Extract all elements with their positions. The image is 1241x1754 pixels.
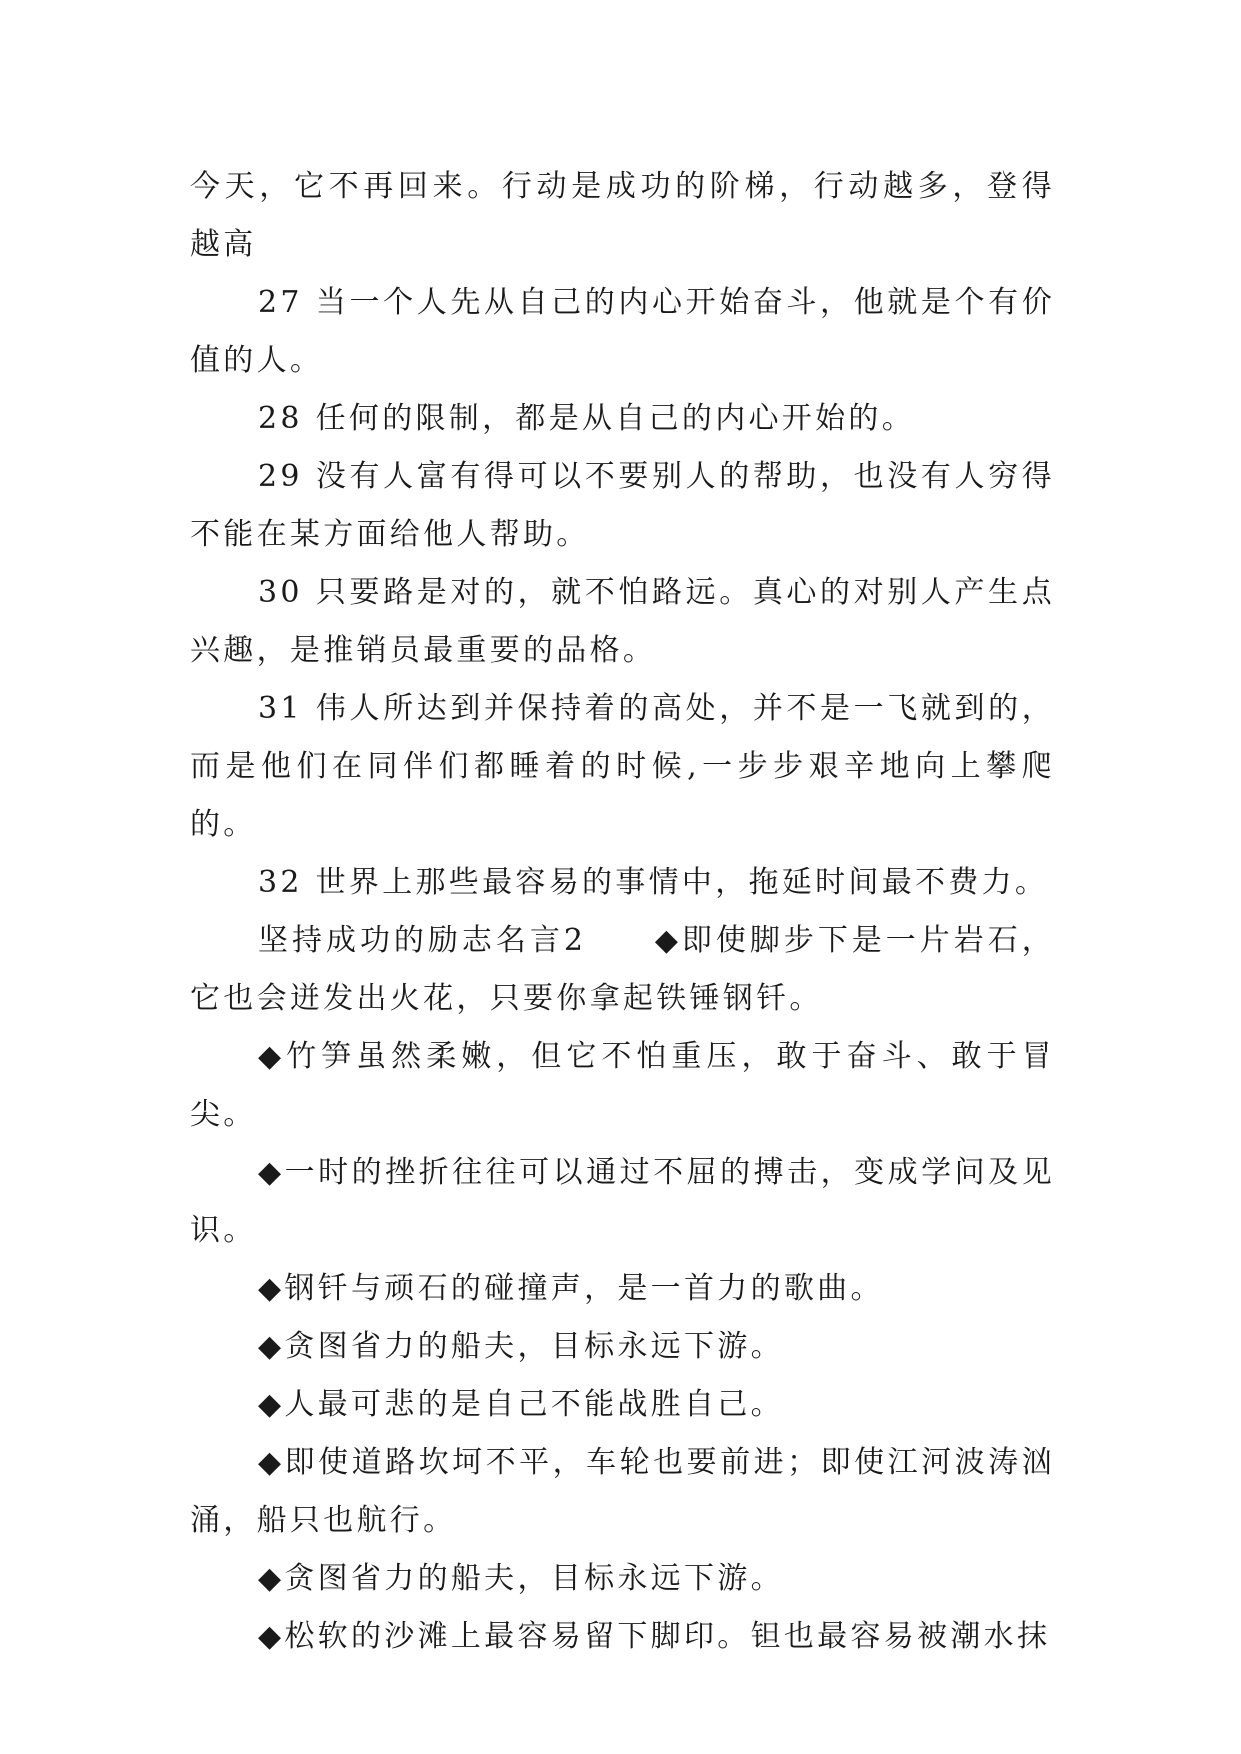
section-heading-quote: 坚持成功的励志名言2 ◆即使脚步下是一片岩石，它也会迸发出火花，只要你拿起铁锤钢钎。 — [190, 923, 1055, 1016]
quote-27: 27 当一个人先从自己的内心开始奋斗，他就是个有价值的人。 — [190, 285, 1055, 378]
quote-bullet: ◆人最可悲的是自己不能战胜自己。 — [258, 1387, 784, 1422]
paragraph-continuation: 今天，它不再回来。行动是成功的阶梯，行动越多，登得越高 — [190, 169, 1055, 262]
quote-31: 31 伟人所达到并保持着的高处，并不是一飞就到的，而是他们在同伴们都睡着的时候,一步步艰辛地向上攀爬的。 — [190, 691, 1055, 842]
quote-bullet: ◆贪图省力的船夫，目标永远下游。 — [258, 1329, 784, 1364]
quote-bullet: ◆松软的沙滩上最容易留下脚印。钽也最容易被潮水抹 — [258, 1619, 1051, 1654]
quote-29: 29 没有人富有得可以不要别人的帮助，也没有人穷得不能在某方面给他人帮助。 — [190, 459, 1055, 552]
quote-bullet: ◆一时的挫折往往可以通过不屈的搏击，变成学问及见识。 — [190, 1155, 1055, 1248]
quote-30: 30 只要路是对的，就不怕路远。真心的对别人产生点兴趣，是推销员最重要的品格。 — [190, 575, 1055, 668]
quote-bullet: ◆钢钎与顽石的碰撞声，是一首力的歌曲。 — [258, 1271, 884, 1306]
quote-bullet: ◆贪图省力的船夫，目标永远下游。 — [258, 1561, 784, 1596]
quote-bullet: ◆即使道路坎坷不平，车轮也要前进；即使江河波涛汹涌，船只也航行。 — [190, 1445, 1055, 1538]
quote-bullet: ◆竹笋虽然柔嫩，但它不怕重压，敢于奋斗、敢于冒尖。 — [190, 1039, 1055, 1132]
quote-32: 32 世界上那些最容易的事情中，拖延时间最不费力。 — [258, 865, 1049, 900]
quote-28: 28 任何的限制，都是从自己的内心开始的。 — [258, 401, 916, 436]
document-body — [190, 158, 1055, 1666]
